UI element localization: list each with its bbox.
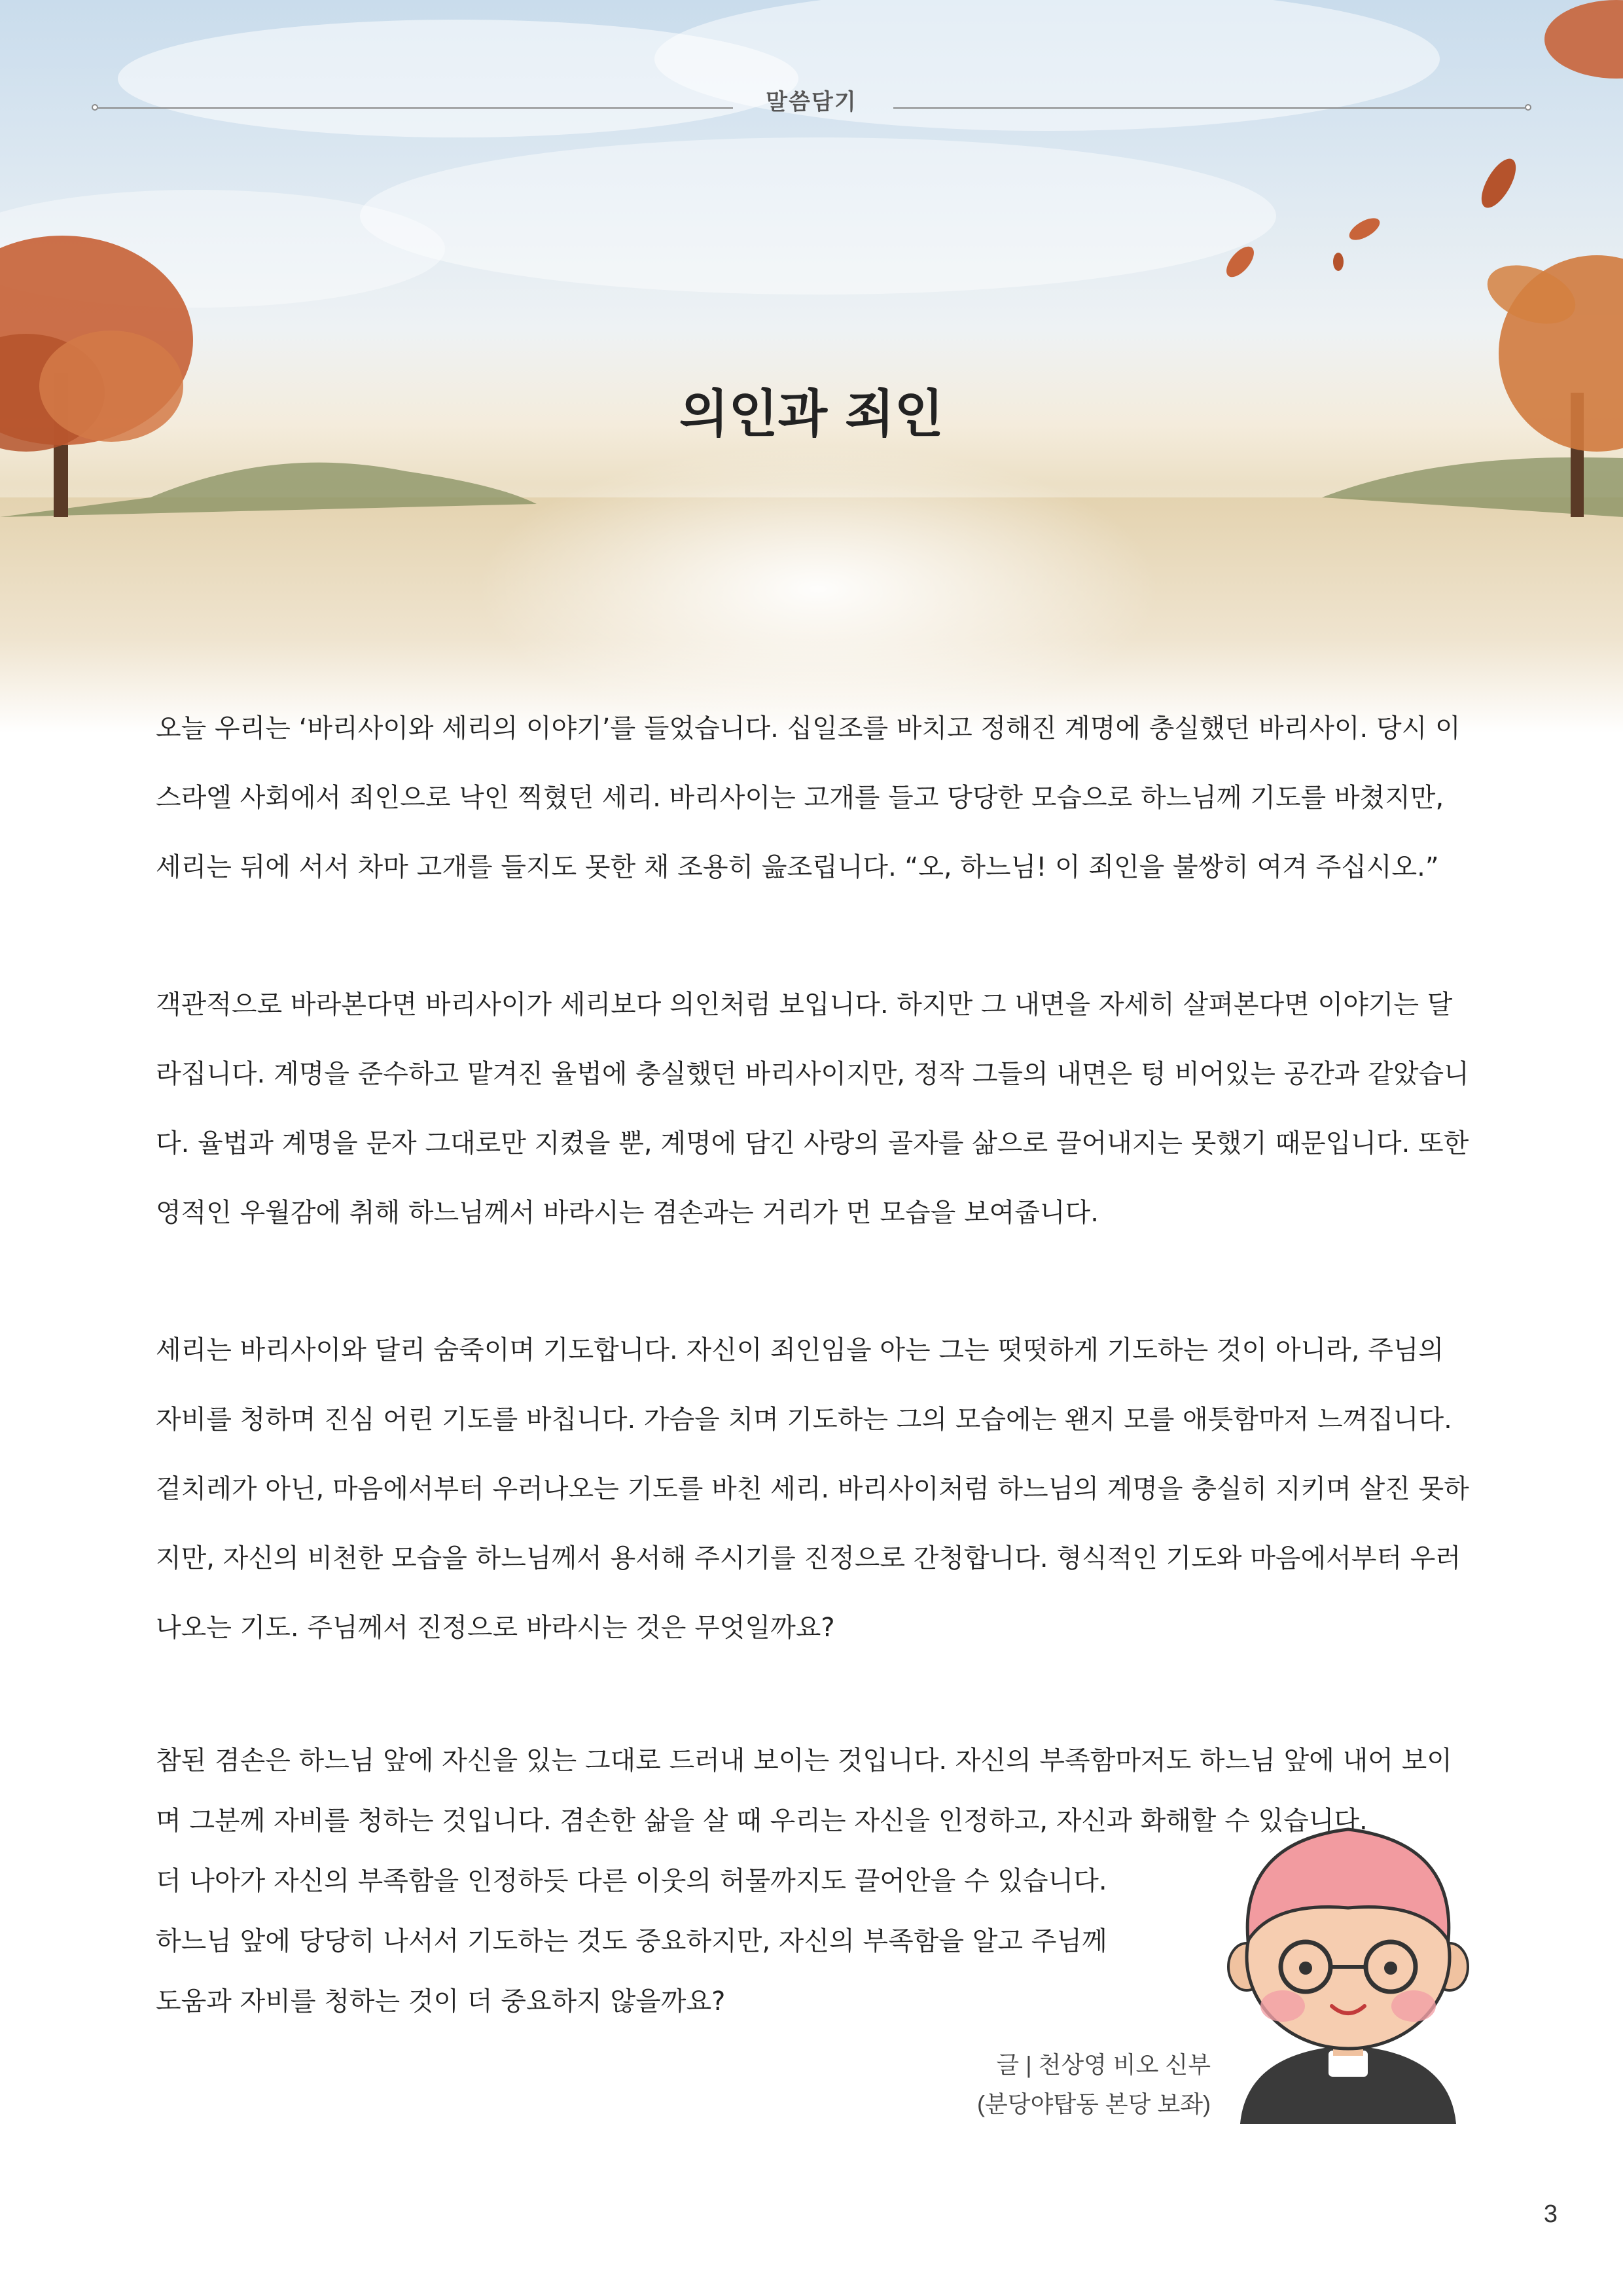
priest-avatar-illustration	[1227, 1790, 1469, 2124]
closing-line: 도움과 자비를 청하는 것이 더 중요하지 않을까요?	[156, 1986, 726, 2017]
section-label: 말씀담기	[766, 90, 857, 115]
closing-line: 참된 겸손은 하느님 앞에 자신을 있는 그대로 드러내 보이는 것입니다. 자신의 부족함마저도 하느님 앞에 내어 보이며 그분께 자비를 청하는 것입니다. 겸손한 삶을 살 때 우리는 자신을 인정하고, 자신과 화해할 수 있습니다.	[156, 1746, 1452, 1836]
paragraph: 객관적으로 바라본다면 바리사이가 세리보다 의인처럼 보입니다. 하지만 그 내면을 자세히 살펴본다면 이야기는 달라집니다. 계명을 준수하고 맡겨진 율법에 충실했던 바리사이지만, 정작 그들의 내면은 텅 비어있는 공간과 같았습니다. 율법과 계명을 문자 그대로만 지켰을 뿐, 계명에 담긴 사랑의 골자를 삶으로 끌어내지는 못했기 때문입니다. 또한 영적인 우월감에 취해 하느님께서 바라시는 겸손과는 거리가 먼 모습을 보여줍니다.	[156, 990, 1469, 1228]
paragraph: 오늘 우리는 ‘바리사이와 세리의 이야기’를 들었습니다. 십일조를 바치고 정해진 계명에 충실했던 바리사이. 당시 이스라엘 사회에서 죄인으로 낙인 찍혔던 세리. 바리사이는 고개를 들고 당당한 모습으로 하느님께 기도를 바쳤지만, 세리는 뒤에 서서 차마 고개를 들지도 못한 채 조용히 읊조립니다. “오, 하느님! 이 죄인을 불쌍히 여겨 주십시오.”	[156, 713, 1461, 882]
closing-line: 하느님 앞에 당당히 나서서 기도하는 것도 중요하지만, 자신의 부족함을 알고 주님께	[156, 1926, 1107, 1956]
footer-divider	[92, 2172, 1531, 2191]
article-title: 의인과 죄인	[679, 385, 944, 444]
closing-line: 더 나아가 자신의 부족함을 인정하듯 다른 이웃의 허물까지도 끌어안을 수 있습니다.	[156, 1866, 1107, 1896]
author-byline	[916, 2045, 1211, 2124]
page-number: 3	[1543, 2200, 1558, 2228]
author-name: 글 | 천상영 비오 신부	[996, 2051, 1211, 2078]
paragraph: 세리는 바리사이와 달리 숨죽이며 기도합니다. 자신이 죄인임을 아는 그는 떳떳하게 기도하는 것이 아니라, 주님의 자비를 청하며 진심 어린 기도를 바칩니다. 가슴을 치며 기도하는 그의 모습에는 왠지 모를 애틋함마저 느껴집니다. 겉치레가 아닌, 마음에서부터 우러나오는 기도를 바친 세리. 바리사이처럼 하느님의 계명을 충실히 지키며 살진 못하지만, 자신의 비천한 모습을 하느님께서 용서해 주시기를 진정으로 간청합니다. 형식적인 기도와 마음에서부터 우러나오는 기도. 주님께서 진정으로 바라시는 것은 무엇일까요?	[156, 1335, 1469, 1643]
author-affiliation: (분당야탑동 본당 보좌)	[977, 2090, 1211, 2117]
